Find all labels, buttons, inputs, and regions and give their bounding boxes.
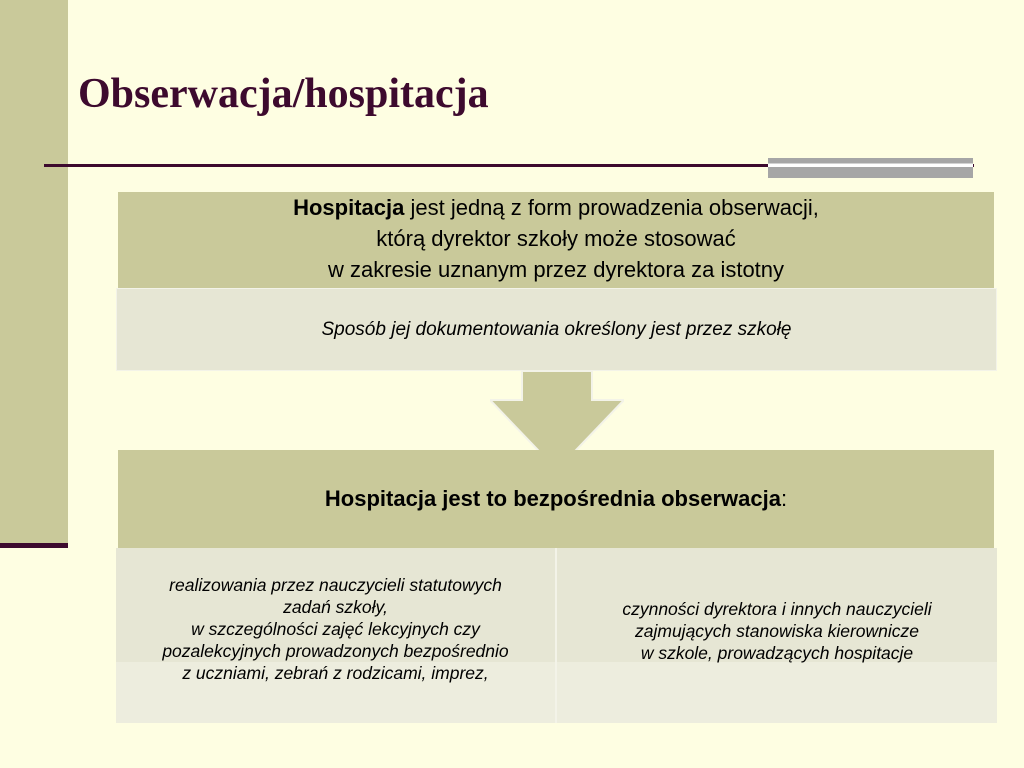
definition-box xyxy=(118,192,994,288)
documentation-box xyxy=(116,288,997,371)
definition-term: Hospitacja xyxy=(293,195,405,220)
side-decoration-bar xyxy=(0,0,68,545)
observation-heading: Hospitacja jest to bezpośrednia obserwacja xyxy=(324,486,781,511)
left-cell-line: z uczniami, zebrań z rodzicami, imprez, xyxy=(182,663,489,683)
left-item-cell xyxy=(116,548,557,723)
observation-heading-suffix: : xyxy=(780,486,788,511)
right-cell-line: zajmujących stanowiska kierownicze xyxy=(635,621,919,641)
left-cell-line: realizowania przez nauczycieli statutowych xyxy=(169,575,502,595)
left-cell-line: pozalekcyjnych prowadzonych bezpośrednio xyxy=(162,641,509,661)
definition-line-1 xyxy=(118,192,994,223)
right-cell-line: czynności dyrektora i innych nauczycieli xyxy=(622,599,932,619)
documentation-text: Sposób jej dokumentowania określony jest przez szkołę xyxy=(321,318,792,340)
right-cell-band xyxy=(557,662,997,723)
right-cell-line: w szkole, prowadzących hospitacje xyxy=(640,643,914,663)
side-decoration-line xyxy=(0,543,68,548)
left-cell-line: zadań szkoły, xyxy=(283,597,388,617)
definition-line-2: którą dyrektor szkoły może stosować xyxy=(376,226,736,251)
definition-line-1-rest: jest jedną z form prowadzenia obserwacji, xyxy=(404,195,819,220)
definition-line-3: w zakresie uznanym przez dyrektora za istotny xyxy=(327,257,785,282)
slide-title: Obserwacja/hospitacja xyxy=(78,71,489,117)
left-cell-line: w szczególności zajęć lekcyjnych czy xyxy=(191,619,480,639)
title-rule-accent xyxy=(768,158,973,178)
right-item-cell xyxy=(557,548,997,723)
observation-heading-box xyxy=(118,450,994,548)
